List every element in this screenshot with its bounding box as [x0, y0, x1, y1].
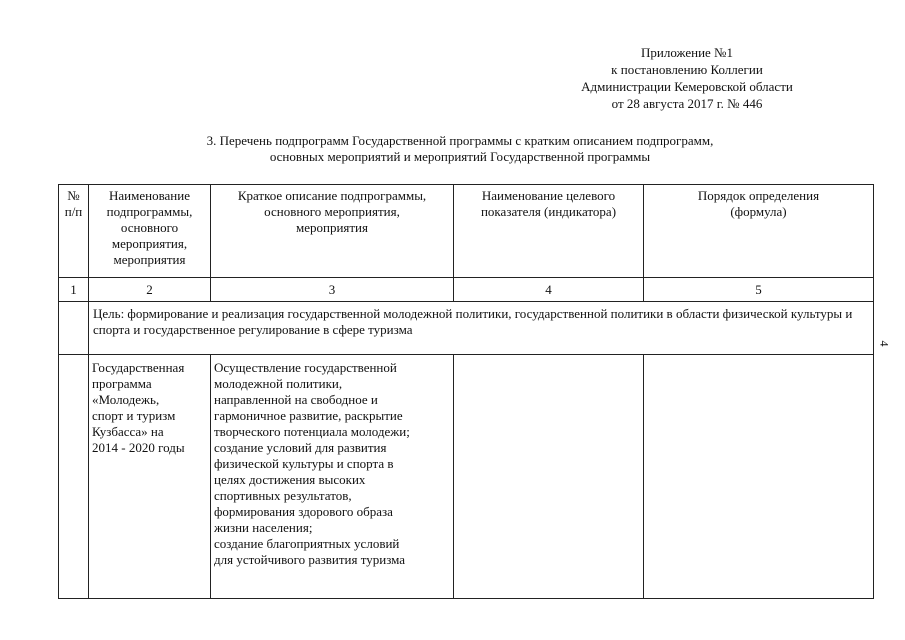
appendix-line-1: Приложение №1	[641, 45, 733, 60]
program-number-cell	[59, 355, 89, 599]
document-title-line-1: 3. Перечень подпрограмм Государственной программы с кратким описанием подпрограмм,	[206, 133, 714, 148]
program-name: Государственная программа «Молодежь, спорт и туризм Кузбасса» на 2014 - 2020 годы	[92, 360, 185, 455]
header-cell-formula	[644, 185, 874, 278]
header-description-text: Краткое описание подпрограммы, основного мероприятия, мероприятия	[237, 188, 427, 235]
document-title-line-2: основных мероприятий и мероприятий Государственной программы	[269, 149, 651, 164]
goal-text: Цель: формирование и реализация государственной молодежной политики, государственной политики в области физической культуры и спорта и государственное регулирование в сфере туризма	[89, 302, 874, 355]
table-row	[59, 355, 874, 599]
program-indicator-cell	[454, 355, 644, 599]
appendix-line-2: к постановлению Коллегии	[611, 62, 763, 77]
document-title	[110, 133, 810, 165]
column-number-4: 4	[454, 278, 644, 302]
appendix-line-3: Администрации Кемеровской области	[581, 79, 793, 94]
column-number-3: 3	[211, 278, 454, 302]
goal-row	[59, 302, 874, 355]
column-number-2: 2	[89, 278, 211, 302]
program-formula-cell	[644, 355, 874, 599]
column-number-5: 5	[644, 278, 874, 302]
page-number: 4	[877, 340, 892, 347]
header-cell-indicator	[454, 185, 644, 278]
header-name-text: Наименование подпрограммы, основного мероприятия, мероприятия	[106, 188, 193, 267]
goal-number-cell	[59, 302, 89, 355]
column-number-row	[59, 278, 874, 302]
program-description: Осуществление государственной молодежной политики, направленной на свободное и гармоничное развитие, раскрытие творческого потенциала молодежи; создание условий для развития физической культуры и спорта в целях достижения высоких спортивных результатов, формирования здорового образа жизни населения; создание благоприятных условий для устойчивого развития туризма	[214, 360, 410, 567]
table-header-row	[59, 185, 874, 278]
header-indicator-text: Наименование целевого показателя (индикатора)	[480, 188, 617, 219]
program-table	[58, 184, 874, 599]
column-number-1: 1	[59, 278, 89, 302]
program-description-cell	[211, 355, 454, 599]
appendix-block	[552, 44, 822, 112]
header-formula-text: Порядок определения (формула)	[697, 188, 820, 219]
program-name-cell	[89, 355, 211, 599]
header-number-text: № п/п	[64, 188, 83, 219]
appendix-line-4: от 28 августа 2017 г. № 446	[611, 96, 763, 111]
header-cell-name	[89, 185, 211, 278]
header-cell-description	[211, 185, 454, 278]
header-cell-number	[59, 185, 89, 278]
